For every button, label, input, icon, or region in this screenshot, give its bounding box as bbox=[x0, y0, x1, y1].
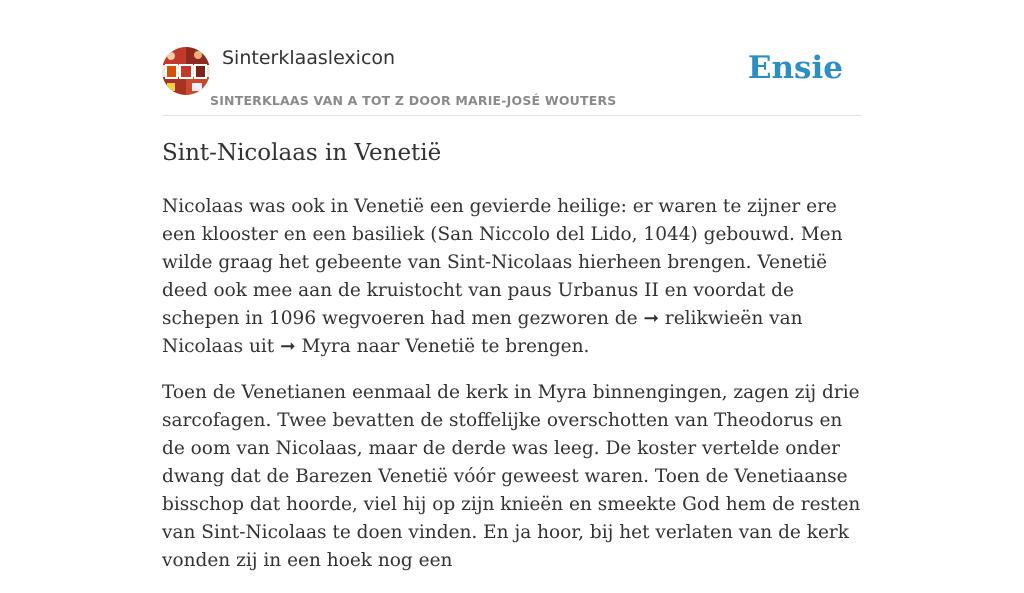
article-paragraph-1 bbox=[162, 193, 867, 361]
paragraph-1-text-c: Myra naar Venetië te brengen. bbox=[295, 336, 590, 357]
header-divider bbox=[162, 115, 862, 116]
article-paragraph-2: Toen de Venetianen eenmaal de kerk in Myra binnengingen, zagen zij drie sarcofagen. Twee bevatten de stoffelijke overschotten van Theodorus en de oom van Nicolaas, maar de derde was leeg. De koster vertelde onder dwang dat de Barezen Venetië vóór geweest waren. Toen de Venetiaanse bisschop dat hoorde, viel hij op zijn knieën en smeekte God hem de resten van Sint-Nicolaas te doen vinden. En ja hoor, bij het verlaten van de kerk vonden zij in een hoek nog een bbox=[162, 382, 861, 571]
ensie-logo-link[interactable]: Ensie bbox=[747, 50, 843, 86]
article-title: Sint-Nicolaas in Venetië bbox=[162, 140, 442, 166]
site-title-link[interactable]: Sinterklaaslexicon bbox=[222, 47, 396, 69]
relikwieen-crossref-arrow-icon[interactable]: ➞ bbox=[643, 308, 659, 329]
site-subtitle: SINTERKLAAS VAN A TOT Z DOOR MARIE-JOSÉ WOUTERS bbox=[210, 93, 617, 108]
paragraph-1-text-b: relikwieën van Nicolaas uit bbox=[162, 308, 803, 357]
myra-crossref-arrow-icon[interactable]: ➞ bbox=[280, 336, 296, 357]
paragraph-1-text-a: Nicolaas was ook in Venetië een gevierde heilige: er waren te zijner ere een klooster en een basiliek (San Niccolo del Lido, 1044) gebouwd. Men wilde graag het gebeente van Sint-Nicolaas hierheen brengen. Venetië deed ook mee aan de kruistocht van paus Urbanus II en voordat de schepen in 1096 wegvoeren had men gezworen de bbox=[162, 196, 843, 329]
sinterklaas-collage-avatar-icon bbox=[162, 47, 210, 95]
site-avatar[interactable] bbox=[162, 47, 210, 95]
site-header bbox=[162, 46, 862, 116]
article-body bbox=[162, 193, 867, 593]
